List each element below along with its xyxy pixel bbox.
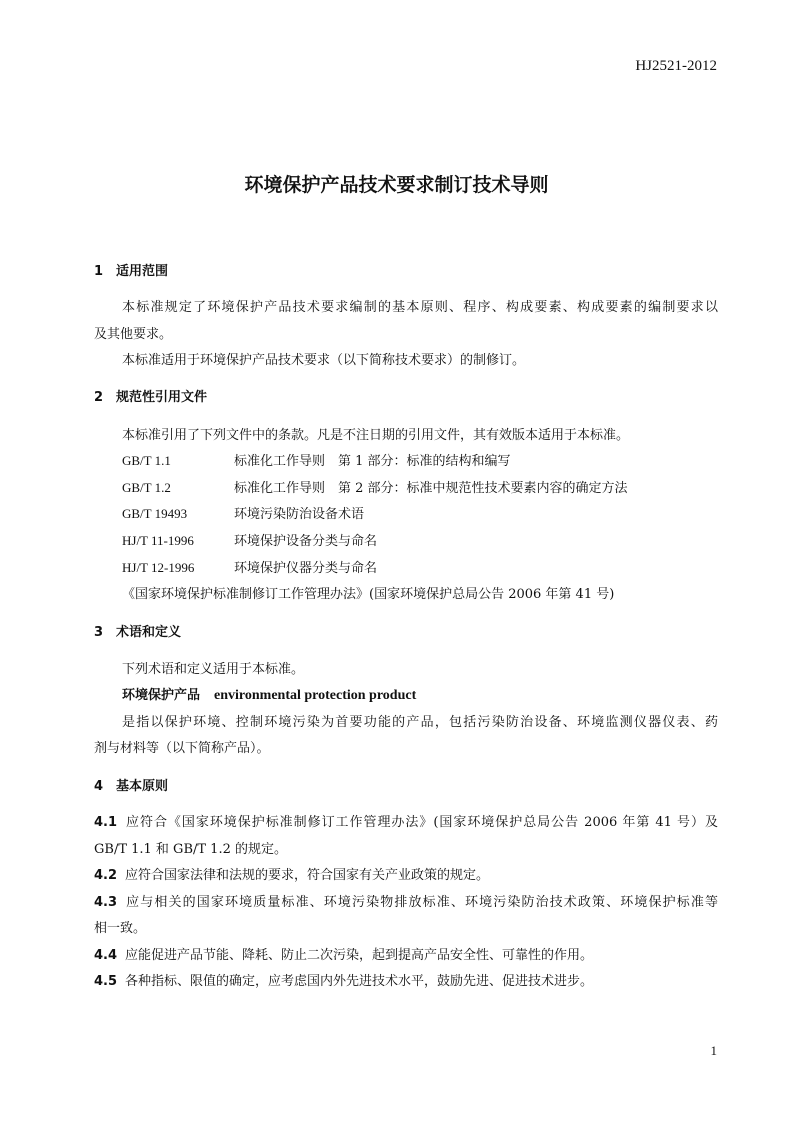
clause-4-1-cont: GB/T 1.1 和 GB/T 1.2 的规定。 [94, 842, 287, 857]
reference-item-regulation: 《国家环境保护标准制修订工作管理办法》(国家环境保护总局公告 2006 年第 41 号) [122, 587, 615, 602]
section-number: 1 [94, 264, 104, 279]
reference-code: HJ/T 11-1996 [122, 533, 194, 548]
reference-item [122, 557, 377, 576]
clause-4-1 [94, 811, 718, 830]
clause-number: 4.3 [94, 895, 118, 910]
clause-text: 应符合国家法律和法规的要求，符合国家有关产业政策的规定。 [125, 868, 490, 883]
section-1-paragraph-1: 本标准规定了环境保护产品技术要求编制的基本原则、程序、构成要素、构成要素的编制要求以 [122, 300, 718, 315]
term-definition: 是指以保护环境、控制环境污染为首要功能的产品，包括污染防治设备、环境监测仪器仪表、药 [122, 715, 718, 730]
section-title: 术语和定义 [116, 625, 182, 640]
clause-4-4 [94, 944, 593, 963]
section-3-heading [94, 621, 181, 640]
term-english: environmental protection product [214, 688, 417, 703]
reference-name: 标准化工作导则 第 1 部分：标准的结构和编写 [234, 454, 511, 469]
reference-name: 环境保护仪器分类与命名 [234, 561, 378, 576]
reference-item [122, 477, 628, 496]
section-4-heading [94, 775, 168, 794]
clause-4-3 [94, 891, 718, 910]
clause-4-2 [94, 864, 489, 883]
clause-number: 4.1 [94, 815, 118, 830]
reference-code: HJ/T 12-1996 [122, 560, 195, 575]
reference-code: GB/T 1.2 [122, 480, 171, 495]
section-title: 适用范围 [116, 264, 169, 279]
term-entry [122, 684, 416, 704]
clause-4-3-cont: 相一致。 [94, 921, 147, 936]
reference-item [122, 530, 377, 549]
section-1-paragraph-1-cont: 及其他要求。 [94, 327, 173, 342]
clause-text: 各种指标、限值的确定，应考虑国内外先进技术水平，鼓励先进、促进技术进步。 [125, 974, 594, 989]
reference-item [122, 450, 511, 469]
term-definition-cont: 剂与材料等（以下简称产品）。 [94, 741, 270, 756]
section-number: 4 [94, 779, 104, 794]
clause-number: 4.4 [94, 948, 118, 963]
section-2-intro: 本标准引用了下列文件中的条款。凡是不注日期的引用文件，其有效版本适用于本标准。 [122, 428, 630, 443]
section-number: 3 [94, 625, 104, 640]
section-title: 规范性引用文件 [116, 390, 208, 405]
section-1-paragraph-2: 本标准适用于环境保护产品技术要求（以下简称技术要求）的制修订。 [122, 353, 526, 368]
document-code: HJ2521-2012 [635, 58, 717, 74]
section-1-heading [94, 260, 168, 279]
term-chinese: 环境保护产品 [122, 688, 201, 703]
clause-number: 4.5 [94, 974, 118, 989]
reference-name: 标准化工作导则 第 2 部分：标准中规范性技术要素内容的确定方法 [234, 481, 628, 496]
page-title: 环境保护产品技术要求制订技术导则 [244, 174, 549, 196]
clause-4-5 [94, 970, 593, 989]
reference-code: GB/T 19493 [122, 506, 188, 521]
clause-text: 应能促进产品节能、降耗、防止二次污染，起到提高产品安全性、可靠性的作用。 [125, 948, 594, 963]
section-number: 2 [94, 390, 104, 405]
clause-text: 应符合《国家环境保护标准制修订工作管理办法》(国家环境保护总局公告 2006 年第 41 号）及 [125, 815, 718, 830]
clause-text: 应与相关的国家环境质量标准、环境污染物排放标准、环境污染防治技术政策、环境保护标准等 [125, 895, 718, 910]
page-number: 1 [710, 1043, 717, 1058]
reference-name: 环境污染防治设备术语 [234, 507, 365, 522]
reference-code: GB/T 1.1 [122, 453, 171, 468]
section-title: 基本原则 [116, 779, 169, 794]
reference-name: 环境保护设备分类与命名 [234, 534, 378, 549]
section-2-heading [94, 386, 207, 405]
clause-number: 4.2 [94, 868, 118, 883]
section-3-intro: 下列术语和定义适用于本标准。 [122, 662, 305, 677]
reference-item [122, 503, 364, 522]
